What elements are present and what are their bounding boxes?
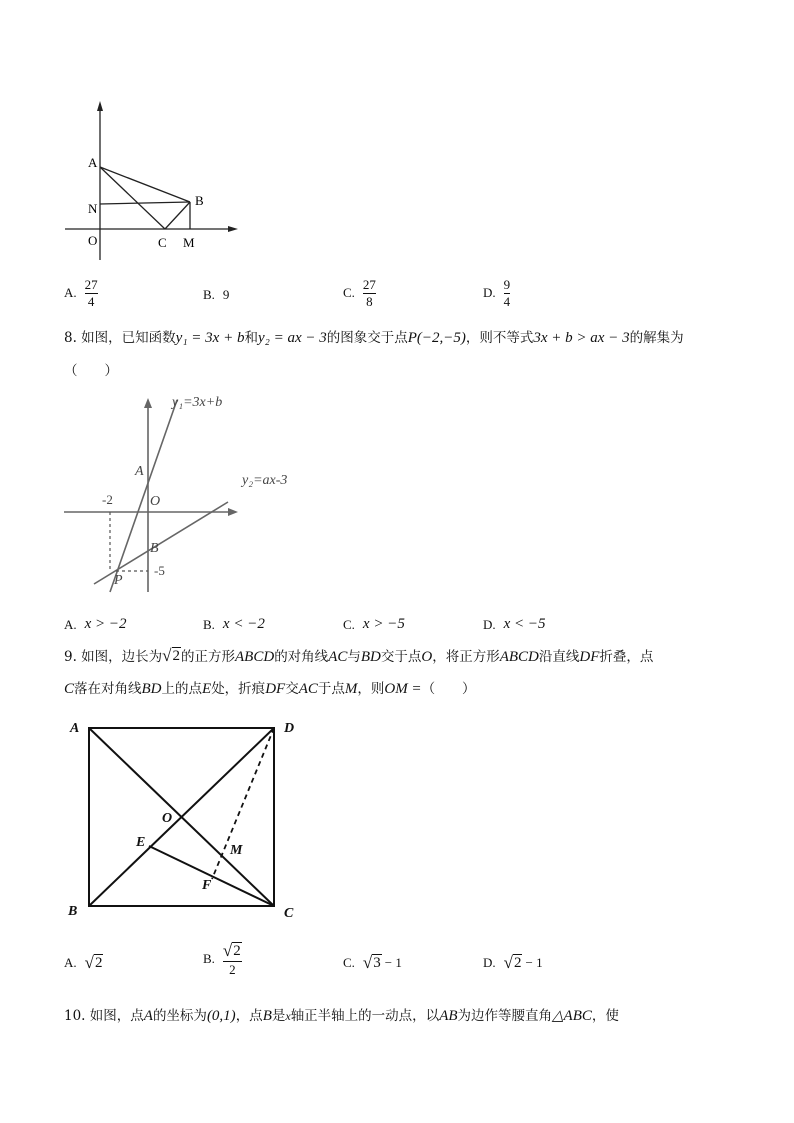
label-F: F (202, 878, 212, 893)
label-B: B (150, 541, 159, 556)
label-N: N (88, 201, 98, 216)
line-y1 (110, 400, 177, 592)
q10-stem: 10. 如图，点A的坐标为(0,1)，点B是x轴正半轴上的一动点，以AB为边作等腰直角△ABC，使 (64, 1008, 619, 1024)
label-A: A (70, 721, 80, 736)
label-neg5: -5 (154, 563, 165, 578)
label-A: A (135, 464, 144, 479)
q9-stem-line1: 9. 如图，边长为 √ 2 的正方形ABCD的对角线AC与BD交于点O，将正方形ABCD沿直线DF折叠，点 (64, 646, 654, 665)
label-P: P (114, 573, 123, 588)
label-C: C (284, 906, 294, 921)
q7-option-a[interactable]: A. $\frac{27}{4}$ (64, 277, 98, 309)
q9-option-a[interactable]: A. √ 2 (64, 953, 103, 972)
q9-stem-line2: C落在对角线BD上的点E处，折痕DF交AC于点M，则OM =（ ） (64, 681, 476, 697)
q9-option-b[interactable]: B. √ 2 2 (203, 941, 241, 977)
label-O: O (88, 233, 98, 248)
segment-ac (100, 167, 165, 229)
segment-cb (165, 202, 190, 229)
label-neg2: -2 (102, 492, 113, 507)
q8-option-d[interactable]: D. x < −5 (483, 616, 546, 632)
label-O: O (162, 811, 173, 826)
q7-option-b[interactable]: B. 9 (203, 287, 230, 302)
q7-option-c[interactable]: C. $\frac{27}{8}$ (343, 277, 376, 309)
q8-option-a[interactable]: A. x > −2 (64, 616, 127, 632)
segment-ec (149, 846, 274, 906)
q7-option-d[interactable]: D. $\frac{9}{4}$ (483, 277, 511, 309)
label-M: M (183, 235, 195, 250)
label-E: E (136, 835, 146, 850)
q8-bracket: （ ） (64, 363, 118, 379)
q9-option-d[interactable]: D. √ 2 − 1 (483, 953, 543, 972)
figure-q8 (60, 392, 310, 602)
segment-ab (100, 167, 190, 202)
q8-option-c[interactable]: C. x > −5 (343, 616, 405, 632)
figure-q9 (62, 712, 307, 922)
label-y2: y₂=ax-3 (242, 473, 288, 488)
label-M: M (230, 843, 243, 858)
label-y1: y₁=3x+b (172, 395, 223, 410)
label-A: A (88, 155, 98, 170)
q8-option-b[interactable]: B. x < −2 (203, 616, 265, 632)
label-B: B (195, 193, 204, 208)
q9-option-c[interactable]: C. √ 3 − 1 (343, 953, 402, 972)
segment-nb (100, 202, 190, 204)
label-D: D (284, 721, 295, 736)
label-C: C (158, 235, 167, 250)
q8-stem: 8. 如图，已知函数y₁ = 3x + b和y₂ = ax − 3的图象交于点P(−2,−5)，则不等式3x + b > ax − 3的解集为 (64, 330, 684, 346)
figure-q7 (60, 95, 250, 270)
fold-line-df (212, 728, 274, 879)
label-B: B (68, 904, 78, 919)
label-O: O (150, 494, 161, 509)
